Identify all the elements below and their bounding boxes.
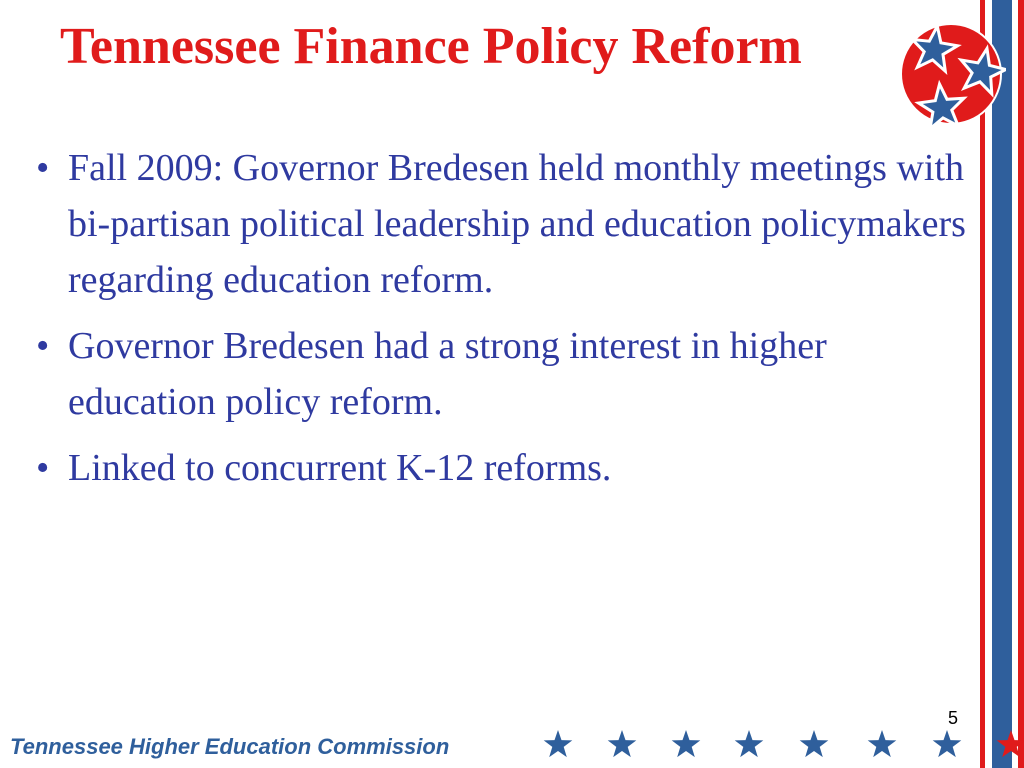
- footer-organization: Tennessee Higher Education Commission: [10, 734, 450, 759]
- bullet-list: [36, 140, 966, 506]
- stripe-red-right: [1018, 0, 1024, 768]
- bullet-item: [36, 140, 966, 308]
- star-icon: [608, 730, 637, 757]
- footer-star-row: [535, 729, 1024, 761]
- bullet-text: Linked to concurrent K-12 reforms.: [68, 447, 612, 489]
- bullet-text: Governor Bredesen had a strong interest in higher education policy reform.: [68, 325, 827, 423]
- bullet-marker: •: [36, 447, 50, 489]
- bullet-item: [36, 440, 966, 496]
- star-icon: [544, 730, 573, 757]
- star-icon: [868, 730, 897, 757]
- star-icon: [800, 730, 829, 757]
- star-icon: [997, 730, 1024, 757]
- bullet-text: Fall 2009: Governor Bredesen held monthly meetings with bi-partisan political leadership and education policymakers regarding education reform.: [68, 147, 966, 301]
- slide-title: Tennessee Finance Policy Reform: [60, 18, 802, 75]
- tennessee-tri-star-icon: [896, 14, 1006, 139]
- star-icon: [672, 730, 701, 757]
- bullet-marker: •: [36, 325, 50, 367]
- bullet-marker: •: [36, 147, 50, 189]
- bullet-item: [36, 318, 966, 430]
- star-icon: [735, 730, 764, 757]
- star-icon: [933, 730, 962, 757]
- page-number: 5: [948, 708, 959, 728]
